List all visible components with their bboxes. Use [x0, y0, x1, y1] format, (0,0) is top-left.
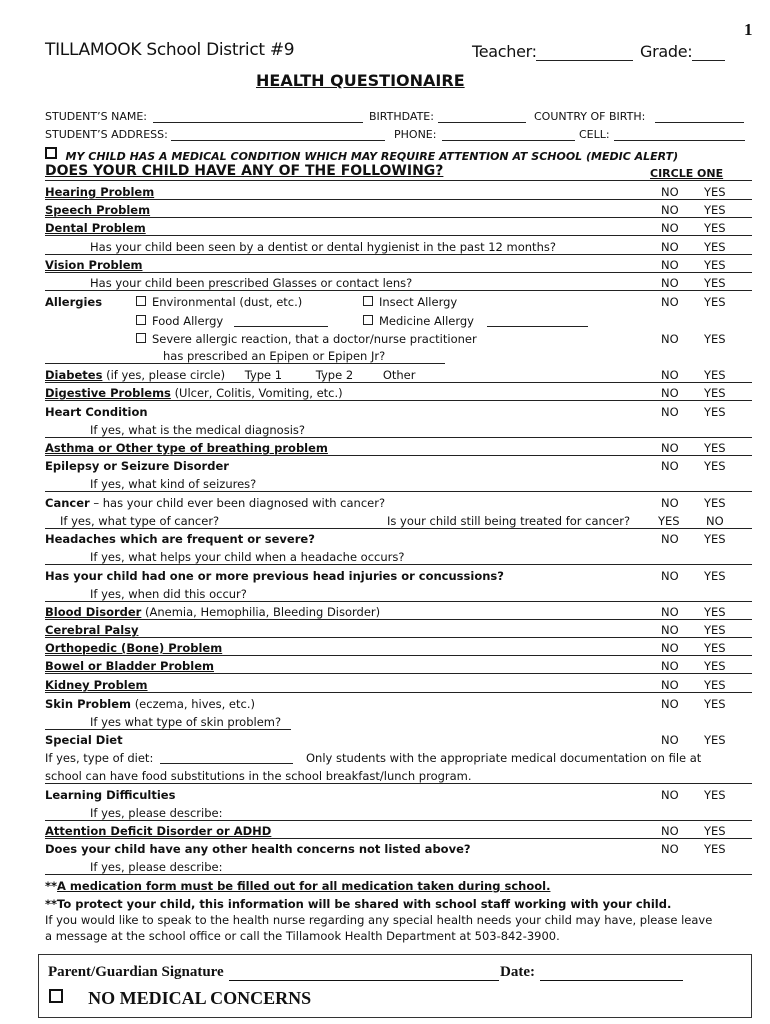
checkbox-icon [136, 296, 146, 306]
date-label: Date: [500, 964, 535, 980]
row-bowel: Bowel or Bladder Problem [45, 659, 214, 673]
food-allergy-field[interactable] [234, 326, 328, 327]
signature-label: Parent/Guardian Signature [48, 964, 224, 980]
row-epilepsy-question: If yes, what kind of seizures? [90, 477, 257, 491]
grade-label: Grade: [640, 42, 693, 61]
yes-option[interactable]: YES [704, 405, 726, 419]
row-heart: Heart Condition [45, 405, 148, 419]
student-name-label: STUDENT’S NAME: [45, 110, 147, 123]
row-headaches: Headaches which are frequent or severe? [45, 532, 315, 546]
no-option[interactable]: NO [661, 405, 679, 419]
yes-option[interactable]: YES [704, 459, 726, 473]
no-option[interactable]: NO [661, 842, 679, 856]
yes-option[interactable]: YES [704, 569, 726, 583]
yes-option[interactable]: YES [704, 441, 726, 455]
no-option[interactable]: NO [661, 532, 679, 546]
yes-option[interactable]: YES [658, 514, 680, 528]
row-headaches-question: If yes, what helps your child when a headache occurs? [90, 550, 405, 564]
privacy-note: **To protect your child, this information will be shared with school staff working with your child. [45, 897, 672, 911]
allergy-severe-cont: has prescribed an Epipen or Epipen Jr? [163, 349, 386, 363]
no-option[interactable]: NO [661, 368, 679, 382]
section-title: DOES YOUR CHILD HAVE ANY OF THE FOLLOWING? [45, 163, 444, 179]
student-address-label: STUDENT’S ADDRESS: [45, 128, 168, 141]
no-option[interactable]: NO [661, 332, 679, 346]
row-allergies: Allergies [45, 295, 103, 309]
nurse-note-line1: If you would like to speak to the health nurse regarding any special health needs your child may have, please leave [45, 913, 713, 927]
no-option[interactable]: NO [661, 276, 679, 290]
form-title: HEALTH QUESTIONAIRE [256, 71, 465, 90]
no-concerns-label: NO MEDICAL CONCERNS [88, 988, 312, 1008]
country-field[interactable] [655, 122, 744, 123]
no-option[interactable]: NO [661, 496, 679, 510]
row-speech: Speech Problem [45, 203, 151, 217]
divider [45, 783, 752, 784]
no-option[interactable]: NO [661, 441, 679, 455]
row-skin-question: If yes what type of skin problem? [90, 715, 282, 729]
phone-field[interactable] [442, 140, 575, 141]
row-diabetes: Diabetes (if yes, please circle) Type 1 Type 2 Other [45, 368, 416, 382]
no-option[interactable]: NO [661, 659, 679, 673]
cell-label: CELL: [579, 128, 610, 141]
divider [45, 528, 752, 529]
row-epilepsy: Epilepsy or Seizure Disorder [45, 459, 229, 473]
divider [45, 382, 752, 383]
yes-option[interactable]: YES [704, 605, 726, 619]
no-option[interactable]: NO [661, 605, 679, 619]
divider [45, 180, 752, 181]
head-injury-answer-field[interactable] [45, 601, 752, 602]
yes-option[interactable]: YES [704, 203, 726, 217]
yes-option[interactable]: YES [704, 697, 726, 711]
row-other-health: Does your child have any other health concerns not listed above? [45, 842, 471, 856]
medic-alert-checkbox[interactable] [45, 147, 57, 159]
yes-option[interactable]: YES [704, 842, 726, 856]
no-option[interactable]: NO [661, 240, 679, 254]
yes-option[interactable]: YES [704, 678, 726, 692]
no-option[interactable]: NO [661, 569, 679, 583]
epilepsy-answer-field[interactable] [45, 491, 752, 492]
no-option[interactable]: NO [661, 185, 679, 199]
divider [45, 400, 752, 401]
teacher-label: Teacher: [472, 42, 537, 61]
birthdate-label: BIRTHDATE: [369, 110, 434, 123]
yes-option[interactable]: YES [704, 659, 726, 673]
row-head-injury: Has your child had one or more previous head injuries or concussions? [45, 569, 504, 583]
row-learning: Learning Difficulties [45, 788, 176, 802]
row-dental-question: Has your child been seen by a dentist or dental hygienist in the past 12 months? [90, 240, 556, 254]
no-option[interactable]: NO [661, 295, 679, 309]
row-diet-note-cont: school can have food substitutions in the school breakfast/lunch program. [45, 769, 472, 783]
row-asthma: Asthma or Other type of breathing problem [45, 441, 328, 455]
allergy-food[interactable]: Food Allergy [136, 314, 223, 328]
divider [45, 217, 752, 218]
divider [45, 199, 752, 200]
skin-answer-field[interactable] [45, 729, 291, 730]
row-diet-type: If yes, type of diet: [45, 751, 154, 765]
learning-answer-field[interactable] [45, 820, 752, 821]
no-option[interactable]: NO [661, 386, 679, 400]
row-skin: Skin Problem (eczema, hives, etc.) [45, 697, 255, 711]
divider [45, 692, 752, 693]
page-number: 1 [744, 20, 753, 39]
heart-answer-field[interactable] [45, 437, 752, 438]
row-other-question: If yes, please describe: [90, 860, 223, 874]
checkbox-icon [363, 315, 373, 325]
divider [45, 455, 752, 456]
yes-option[interactable]: YES [704, 641, 726, 655]
checkbox-icon [136, 333, 146, 343]
medication-note: **A medication form must be filled out for all medication taken during school. [45, 879, 551, 893]
row-hearing: Hearing Problem [45, 185, 155, 199]
nurse-note-line2: a message at the school office or call the Tillamook Health Department at 503-842-3900. [45, 929, 560, 943]
row-adhd: Attention Deficit Disorder or ADHD [45, 824, 272, 838]
row-cerebral-palsy: Cerebral Palsy [45, 623, 139, 637]
student-name-field[interactable] [153, 122, 363, 123]
no-option[interactable]: NO [661, 623, 679, 637]
yes-option[interactable]: YES [704, 258, 726, 272]
divider [45, 272, 752, 273]
row-cancer-treatment: Is your child still being treated for cancer? [387, 514, 631, 528]
no-option[interactable]: NO [661, 203, 679, 217]
medic-alert-row [45, 147, 678, 163]
no-option[interactable]: NO [661, 697, 679, 711]
row-diet-note: Only students with the appropriate medical documentation on file at [306, 751, 702, 765]
grade-field[interactable] [692, 60, 725, 61]
yes-option[interactable]: YES [704, 386, 726, 400]
yes-option[interactable]: YES [704, 221, 726, 235]
row-head-injury-question: If yes, when did this occur? [90, 587, 247, 601]
date-field[interactable] [540, 980, 683, 981]
allergy-medicine[interactable]: Medicine Allergy [363, 314, 474, 328]
row-blood: Blood Disorder (Anemia, Hemophilia, Bleeding Disorder) [45, 605, 381, 619]
row-special-diet: Special Diet [45, 733, 123, 747]
row-digestive: Digestive Problems (Ulcer, Colitis, Vomiting, etc.) [45, 386, 343, 400]
divider [45, 290, 752, 291]
medicine-allergy-field[interactable] [487, 326, 588, 327]
yes-option[interactable]: YES [704, 240, 726, 254]
divider [45, 254, 752, 255]
phone-label: PHONE: [394, 128, 437, 141]
yes-option[interactable]: YES [704, 332, 726, 346]
row-cancer-type: If yes, what type of cancer? [60, 514, 220, 528]
allergy-insect[interactable]: Insect Allergy [363, 295, 457, 309]
diabetes-type1[interactable]: Type 1 [244, 368, 283, 382]
row-kidney: Kidney Problem [45, 678, 148, 692]
cell-field[interactable] [614, 140, 745, 141]
row-heart-question: If yes, what is the medical diagnosis? [90, 423, 305, 437]
row-learning-question: If yes, please describe: [90, 806, 223, 820]
checkbox-icon [136, 315, 146, 325]
no-option[interactable]: NO [661, 459, 679, 473]
yes-option[interactable]: YES [704, 185, 726, 199]
yes-option[interactable]: YES [704, 733, 726, 747]
yes-option[interactable]: YES [704, 824, 726, 838]
yes-option[interactable]: YES [704, 623, 726, 637]
row-vision: Vision Problem [45, 258, 143, 272]
no-option[interactable]: NO [661, 221, 679, 235]
medic-alert-text: MY CHILD HAS A MEDICAL CONDITION WHICH MAY REQUIRE ATTENTION AT SCHOOL (MEDIC ALERT) [65, 150, 679, 163]
circle-one-label: CIRCLE ONE [650, 167, 724, 180]
divider [45, 619, 752, 620]
row-vision-question: Has your child been prescribed Glasses or contact lens? [90, 276, 413, 290]
allergy-severe[interactable]: Severe allergic reaction, that a doctor/nurse practitioner [136, 332, 477, 346]
no-option[interactable]: NO [661, 641, 679, 655]
birthdate-field[interactable] [438, 122, 526, 123]
other-answer-field[interactable] [45, 874, 752, 875]
no-option[interactable]: NO [661, 678, 679, 692]
divider [45, 235, 752, 236]
address-field[interactable] [171, 140, 385, 141]
row-orthopedic: Orthopedic (Bone) Problem [45, 641, 223, 655]
divider [45, 655, 752, 656]
yes-option[interactable]: YES [704, 368, 726, 382]
diet-type-field[interactable] [160, 763, 293, 764]
diabetes-other[interactable]: Other [382, 368, 416, 382]
yes-option[interactable]: YES [704, 295, 726, 309]
no-option[interactable]: NO [661, 824, 679, 838]
teacher-field[interactable] [536, 60, 633, 61]
no-option[interactable]: NO [661, 258, 679, 272]
district-name: TILLAMOOK School District #9 [45, 40, 295, 60]
divider [45, 673, 752, 674]
no-concerns-checkbox[interactable] [49, 989, 63, 1003]
row-cancer: Cancer – has your child ever been diagnosed with cancer? [45, 496, 386, 510]
allergy-environmental[interactable]: Environmental (dust, etc.) [136, 295, 302, 309]
no-concerns-row [49, 988, 311, 1009]
yes-option[interactable]: YES [704, 276, 726, 290]
divider [45, 838, 752, 839]
signature-field[interactable] [229, 980, 499, 981]
row-dental: Dental Problem [45, 221, 146, 235]
divider [45, 363, 445, 364]
diabetes-type2[interactable]: Type 2 [315, 368, 354, 382]
checkbox-icon [363, 296, 373, 306]
no-option[interactable]: NO [706, 514, 724, 528]
yes-option[interactable]: YES [704, 496, 726, 510]
no-option[interactable]: NO [661, 733, 679, 747]
no-option[interactable]: NO [661, 788, 679, 802]
yes-option[interactable]: YES [704, 532, 726, 546]
divider [45, 637, 752, 638]
headaches-answer-field[interactable] [45, 564, 752, 565]
yes-option[interactable]: YES [704, 788, 726, 802]
country-label: COUNTRY OF BIRTH: [534, 110, 646, 123]
